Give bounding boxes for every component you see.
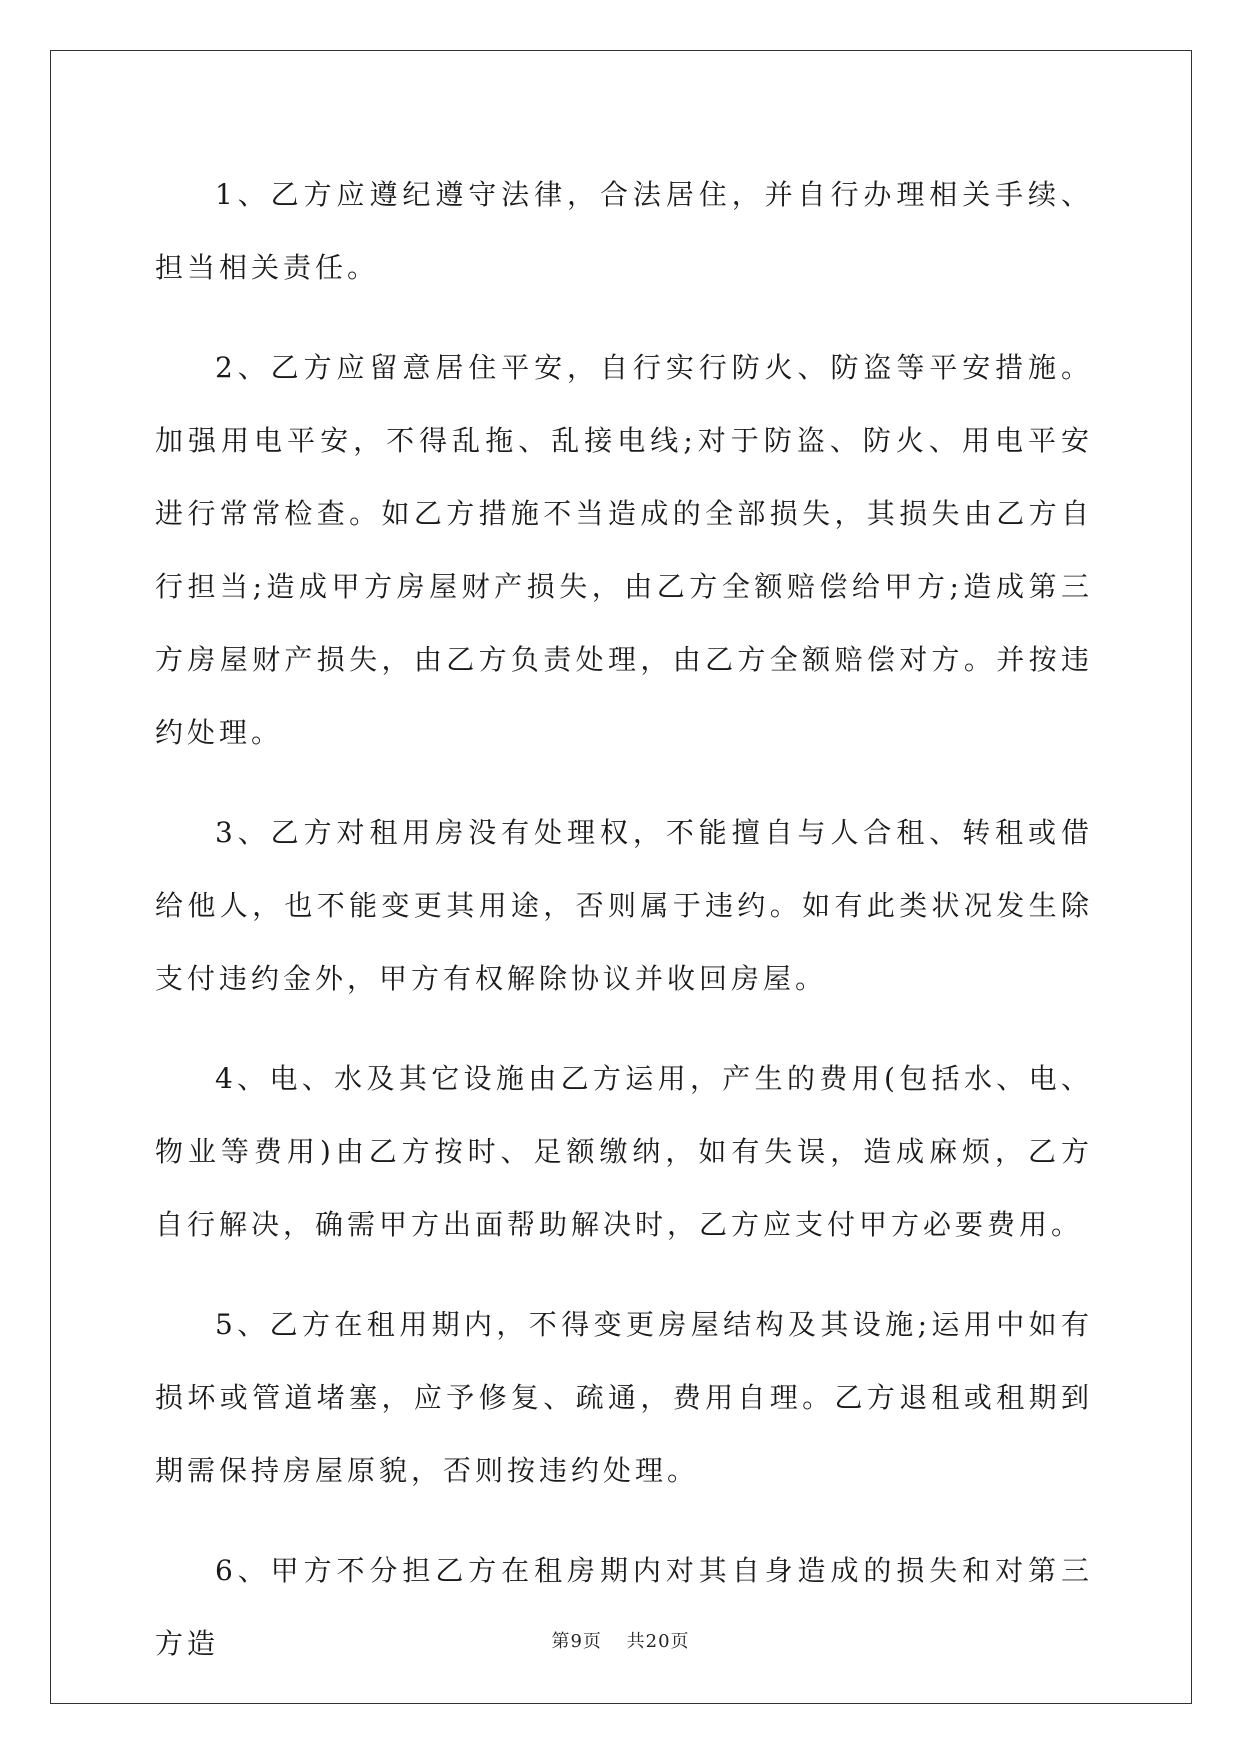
page-footer [0, 1627, 1241, 1653]
paragraph-3: 3、乙方对租用房没有处理权，不能擅自与人合租、转租或借给他人，也不能变更其用途，否则属于违约。如有此类状况发生除支付违约金外，甲方有权解除协议并收回房屋。 [155, 816, 1093, 995]
paragraph-5: 5、乙方在租用期内，不得变更房屋结构及其设施;运用中如有损坏或管道堵塞，应予修复、疏通，费用自理。乙方退租或租期到期需保持房屋原貌，否则按违约处理。 [155, 1308, 1093, 1487]
paragraph-4: 4、电、水及其它设施由乙方运用，产生的费用(包括水、电、物业等费用)由乙方按时、足额缴纳，如有失误，造成麻烦，乙方自行解决，确需甲方出面帮助解决时，乙方应支付甲方必要费用。 [155, 1062, 1093, 1241]
total-pages: 共20页 [626, 1631, 690, 1652]
paragraph-2: 2、乙方应留意居住平安，自行实行防火、防盗等平安措施。加强用电平安，不得乱拖、乱接电线;对于防盗、防火、用电平安进行常常检查。如乙方措施不当造成的全部损失，其损失由乙方自行担当;造成甲方房屋财产损失，由乙方全额赔偿给甲方;造成第三方房屋财产损失，由乙方负责处理，由乙方全额赔偿对方。并按违约处理。 [155, 351, 1093, 749]
paragraph-6: 6、甲方不分担乙方在租房期内对其自身造成的损失和对第三方造 [155, 1554, 1093, 1660]
document-body [155, 158, 1093, 1707]
paragraph-1: 1、乙方应遵纪遵守法律，合法居住，并自行办理相关手续、担当相关责任。 [155, 178, 1093, 284]
page-number: 第9页 [551, 1631, 602, 1652]
